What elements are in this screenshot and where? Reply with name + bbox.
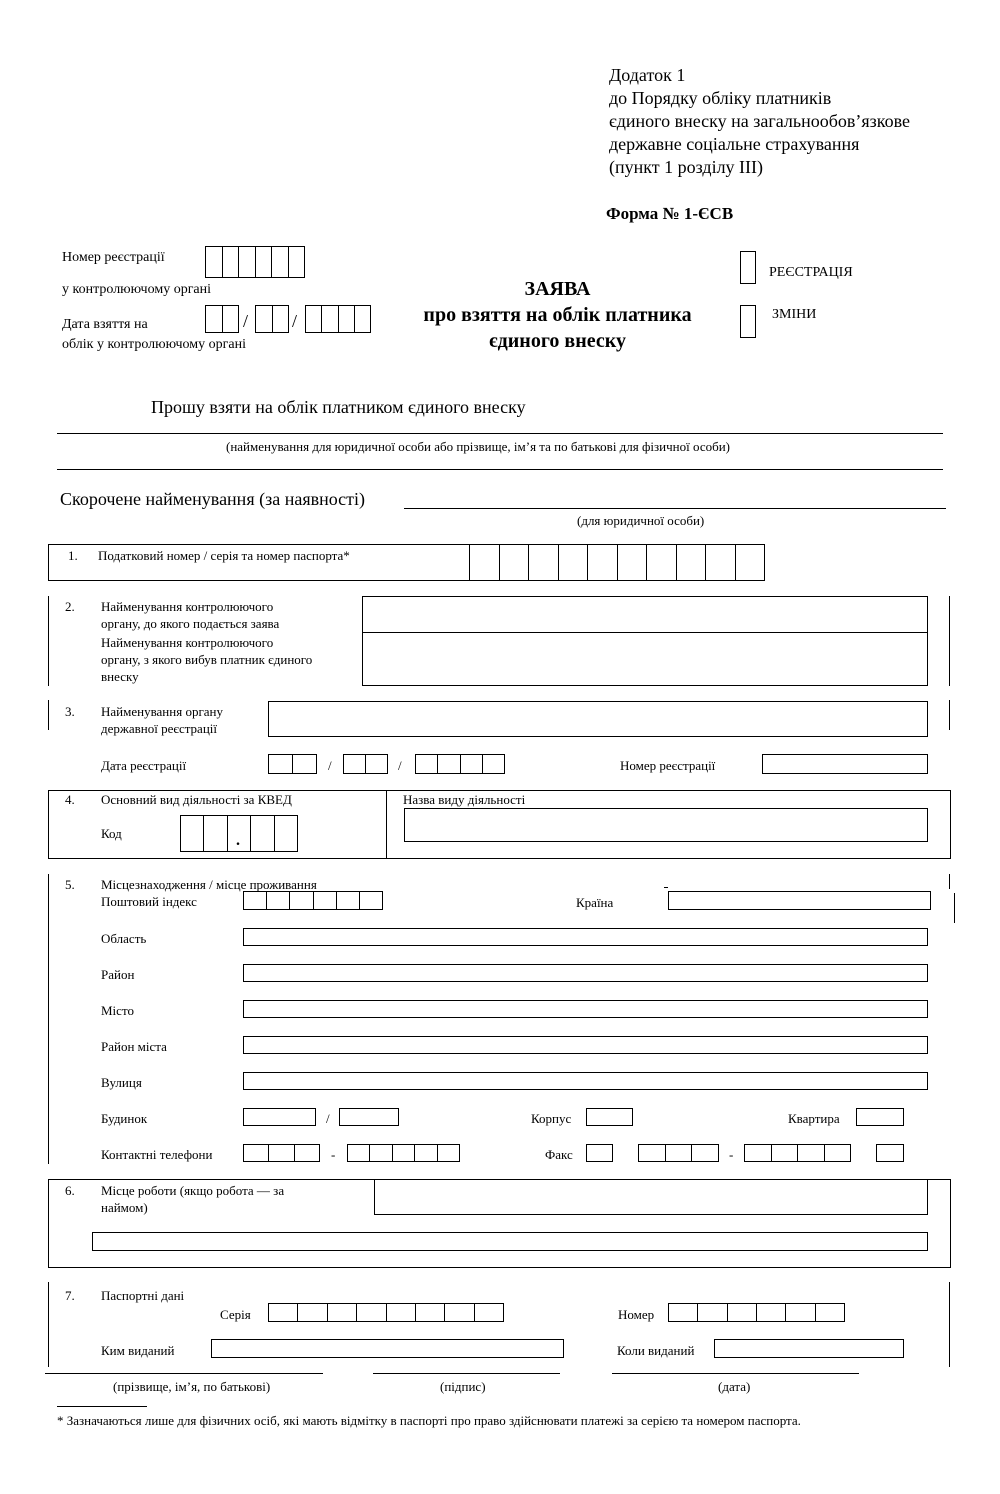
section-5-left-rule <box>48 874 49 1164</box>
workplace-label-1: Місце роботи (якщо робота — за <box>101 1183 285 1198</box>
section-5-right-rule-2 <box>954 893 955 923</box>
workplace-field[interactable] <box>374 1179 928 1215</box>
state-registration-label-2: державної реєстрації <box>101 721 218 736</box>
country-field[interactable] <box>668 891 931 910</box>
section-number: 3. <box>65 704 75 719</box>
workplace-field-2[interactable] <box>92 1232 928 1251</box>
appendix-block <box>609 64 989 179</box>
reg-date-day-cells[interactable] <box>205 305 239 333</box>
title-line-3: єдиного внеску <box>489 330 626 352</box>
signature-name-hint: (прізвище, ім’я, по батькові) <box>113 1379 271 1394</box>
fax-code-cells[interactable] <box>638 1144 719 1162</box>
registration-number-label: Номер реєстрації <box>620 758 716 773</box>
phone-number-cells[interactable] <box>347 1144 460 1162</box>
section-2-left-rule <box>48 596 49 686</box>
corpus-label: Корпус <box>531 1111 572 1126</box>
region-field[interactable] <box>243 928 928 946</box>
state-registration-label-1: Найменування органу <box>101 704 224 719</box>
reg-date-year-cells[interactable] <box>305 305 371 333</box>
city-district-field[interactable] <box>243 1036 928 1054</box>
fax-number-cells[interactable] <box>744 1144 851 1162</box>
section-7-right-rule <box>949 1282 950 1367</box>
phone-dash: - <box>331 1147 336 1162</box>
country-tick <box>664 887 668 888</box>
date-separator: / <box>243 311 249 331</box>
tax-number-cells[interactable] <box>469 544 765 581</box>
appendix-line: (пункт 1 розділу ІІІ) <box>609 157 764 177</box>
name-line-2[interactable] <box>57 469 943 470</box>
date-separator: / <box>328 758 332 773</box>
building-field[interactable] <box>243 1108 316 1126</box>
location-label: Місцезнаходження / місце проживання <box>101 877 317 892</box>
fax-label: Факс <box>545 1147 573 1162</box>
kved-label: Основний вид діяльності за КВЕД <box>101 792 292 807</box>
changes-option-label: ЗМІНИ <box>772 307 817 322</box>
building-suffix-field[interactable] <box>339 1108 399 1126</box>
section-3-right-rule <box>949 700 950 730</box>
appendix-line: єдиного внеску на загальнообов’язкове <box>609 111 910 131</box>
name-line-1[interactable] <box>57 433 943 434</box>
region-label: Область <box>101 931 147 946</box>
section-2-right-rule <box>949 596 950 686</box>
building-label: Будинок <box>101 1111 148 1126</box>
corpus-field[interactable] <box>586 1108 633 1126</box>
title-line-1: ЗАЯВА <box>524 278 591 300</box>
fax-dash: - <box>729 1147 734 1162</box>
state-registration-field[interactable] <box>268 701 928 737</box>
title-line-2: про взяття на облік платника <box>423 304 692 326</box>
fax-extra-field[interactable] <box>876 1144 904 1162</box>
registration-number-field[interactable] <box>762 754 928 774</box>
changes-checkbox[interactable] <box>740 305 756 338</box>
registration-checkbox[interactable] <box>740 251 756 284</box>
signature-date-line[interactable] <box>612 1373 859 1374</box>
reg-date-month-cells[interactable] <box>255 305 289 333</box>
passport-number-cells[interactable] <box>668 1303 845 1322</box>
appendix-line: до Порядку обліку платників <box>609 88 832 108</box>
registration-option-label: РЕЄСТРАЦІЯ <box>769 265 853 280</box>
registration-date-label: Дата реєстрації <box>101 758 187 773</box>
passport-series-label: Серія <box>220 1307 251 1322</box>
date-separator: / <box>398 758 402 773</box>
name-hint: (найменування для юридичної особи або прізвище, ім’я та по батькові для фізичної особи) <box>226 439 730 454</box>
tax-number-label: Податковий номер / серія та номер паспорта* <box>98 548 350 563</box>
reg-date-label-2: облік у контролюючому органі <box>62 337 246 352</box>
building-separator: / <box>326 1111 330 1126</box>
short-name-line[interactable] <box>404 508 946 509</box>
section-7-left-rule <box>48 1282 49 1367</box>
section-5-right-rule <box>949 874 950 889</box>
footnote-rule <box>57 1406 147 1407</box>
signature-sign-line[interactable] <box>373 1373 560 1374</box>
reg-number-label-1: Номер реєстрації <box>62 250 165 265</box>
section-number: 6. <box>65 1183 75 1198</box>
authority-to-label-1: Найменування контролюючого <box>101 599 274 614</box>
footnote: * Зазначаються лише для фізичних осіб, які мають відмітку в паспорті про право здійснювати платежі за серією та номером паспорта. <box>57 1413 801 1428</box>
authority-from-label-2: органу, з якого вибув платник єдиного <box>101 652 313 667</box>
section-number: 7. <box>65 1288 75 1303</box>
postal-code-label: Поштовий індекс <box>101 894 197 909</box>
signature-name-line[interactable] <box>45 1373 323 1374</box>
authority-from-field[interactable] <box>362 632 928 686</box>
signature-date-hint: (дата) <box>718 1379 751 1394</box>
section-number: 1. <box>68 548 78 563</box>
short-name-label: Скорочене найменування (за наявності) <box>60 489 366 509</box>
street-label: Вулиця <box>101 1075 142 1090</box>
date-separator: / <box>292 311 298 331</box>
issued-when-label: Коли виданий <box>617 1343 695 1358</box>
issued-by-field[interactable] <box>211 1339 564 1358</box>
apartment-field[interactable] <box>856 1108 904 1126</box>
street-field[interactable] <box>243 1072 928 1090</box>
country-label: Країна <box>576 895 614 910</box>
workplace-label-2: наймом) <box>101 1200 148 1215</box>
issued-by-label: Ким виданий <box>101 1343 175 1358</box>
authority-from-label-1: Найменування контролюючого <box>101 635 274 650</box>
reg-number-cells[interactable] <box>205 246 305 278</box>
signature-sign-hint: (підпис) <box>440 1379 486 1394</box>
request-text: Прошу взяти на облік платником єдиного внеску <box>151 397 526 417</box>
district-label: Район <box>101 967 135 982</box>
district-field[interactable] <box>243 964 928 982</box>
phones-label: Контактні телефони <box>101 1147 213 1162</box>
kved-code-dot: . <box>236 832 240 849</box>
registration-date-month[interactable] <box>343 754 388 774</box>
reg-date-label-1: Дата взяття на <box>62 317 148 332</box>
authority-to-label <box>101 598 279 632</box>
city-field[interactable] <box>243 1000 928 1018</box>
authority-from-label-3: внеску <box>101 669 139 684</box>
workplace-label <box>101 1182 284 1216</box>
postal-code-cells[interactable] <box>243 891 383 910</box>
passport-series-cells[interactable] <box>268 1303 504 1322</box>
fax-prefix-field[interactable] <box>586 1144 613 1162</box>
phone-code-cells[interactable] <box>243 1144 320 1162</box>
activity-name-field[interactable] <box>404 808 928 842</box>
section-4-divider <box>386 790 387 859</box>
authority-from-label <box>101 634 312 685</box>
appendix-line: державне соціальне страхування <box>609 134 860 154</box>
section-3-left-rule <box>48 700 49 730</box>
kved-code-label: Код <box>101 826 122 841</box>
appendix-line: Додаток 1 <box>609 65 686 85</box>
section-number: 2. <box>65 599 75 614</box>
reg-number-label-2: у контролюючому органі <box>62 282 212 297</box>
section-number: 4. <box>65 792 75 807</box>
authority-to-field[interactable] <box>362 596 928 633</box>
form-number: Форма № 1-ЄСВ <box>606 204 734 223</box>
short-name-hint: (для юридичної особи) <box>577 513 705 528</box>
document-title <box>395 276 720 354</box>
registration-date-year[interactable] <box>415 754 505 774</box>
city-label: Місто <box>101 1003 134 1018</box>
authority-to-label-2: органу, до якого подається заява <box>101 616 280 631</box>
city-district-label: Район міста <box>101 1039 167 1054</box>
state-registration-label <box>101 703 223 737</box>
passport-label: Паспортні дані <box>101 1288 185 1303</box>
issued-when-field[interactable] <box>714 1339 904 1358</box>
apartment-label: Квартира <box>788 1111 840 1126</box>
passport-number-label: Номер <box>618 1307 655 1322</box>
section-number: 5. <box>65 877 75 892</box>
registration-date-day[interactable] <box>268 754 317 774</box>
activity-name-label: Назва виду діяльності <box>403 792 526 807</box>
